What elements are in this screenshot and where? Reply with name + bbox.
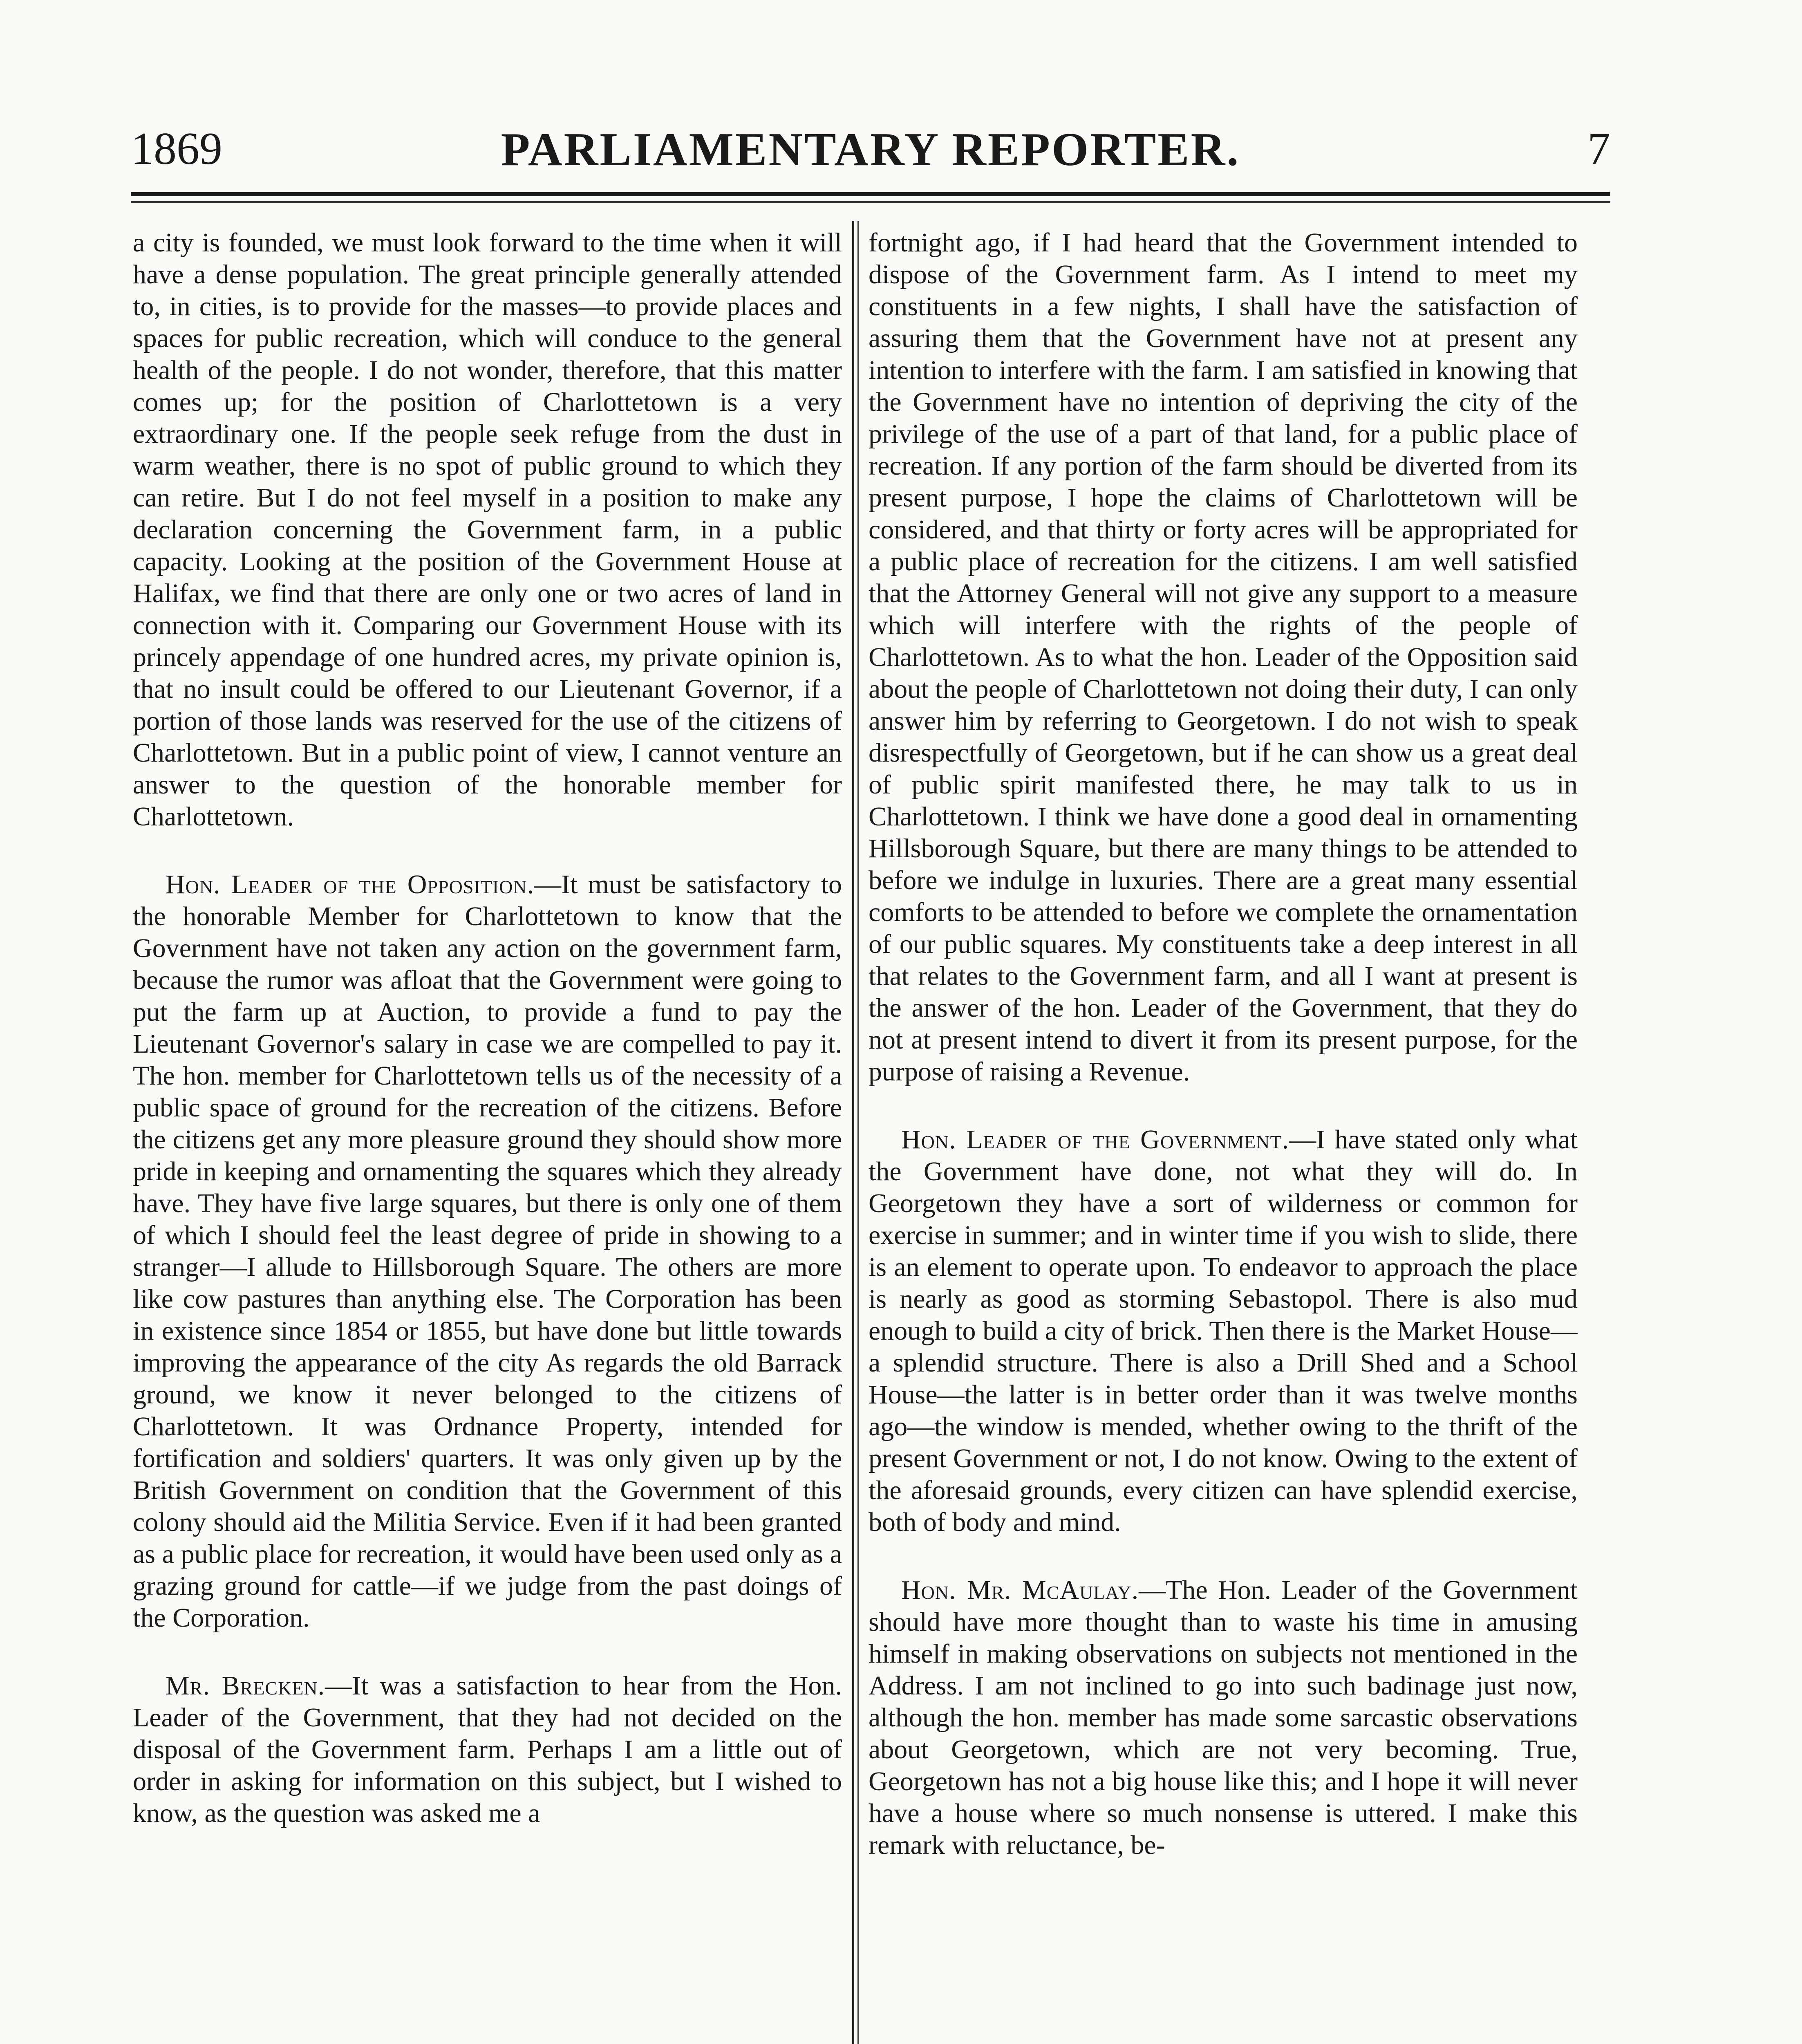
header-rule-thin bbox=[131, 201, 1610, 203]
left-paragraph-1: a city is founded, we must look forward to the time when it will have a dense population. The great principle generally attended to, in cities, is to provide for the masses—to provide places and spaces for public recreation, which will conduce to the general health of the people. I do not wonder, therefore, that this matter comes up; for the position of Charlottetown is a very extraordinary one. If the people seek refuge from the dust in warm weather, there is no spot of public ground to which they can retire. But I do not feel myself in a position to make any declaration concerning the Government farm, in a public capacity. Looking at the position of the Government House at Halifax, we find that there are only one or two acres of land in connection with it. Comparing our Government House with its princely appendage of one hundred acres, my private opinion is, that no insult could be offered to our Lieutenant Governor, if a portion of those lands was reserved for the use of the citizens of Charlottetown. But in a public point of view, I cannot venture an answer to the question of the honorable member for Charlottetown. bbox=[133, 228, 842, 831]
right-paragraph-2 bbox=[869, 1124, 1578, 1538]
speaker-name: Hon. Leader of the Government. bbox=[901, 1125, 1289, 1154]
speech-text: —The Hon. Leader of the Government should have more thought than to waste his time in amusing himself in making observations on subjects not mentioned in the Address. I am not inclined to go into such badinage just now, although the hon. member has made some sarcastic observations about Georgetown, which are not very becoming. True, Georgetown has not a big house like this; and I hope it will never have a house where so much nonsense is uttered. I make this remark with reluctance, be- bbox=[869, 1575, 1578, 1860]
speaker-name: Mr. Brecken. bbox=[166, 1671, 325, 1701]
left-column bbox=[133, 227, 842, 2044]
left-paragraph-2 bbox=[133, 869, 842, 1634]
right-paragraph-3 bbox=[869, 1574, 1578, 1861]
left-paragraph-3 bbox=[133, 1670, 842, 1829]
header-rule-thick bbox=[131, 192, 1610, 196]
header-year: 1869 bbox=[131, 123, 222, 174]
column-divider bbox=[852, 221, 859, 2044]
header-page-number: 7 bbox=[1587, 123, 1610, 174]
speech-text: —It must be satisfactory to the honorable Member for Charlottetown to know that the Government have not taken any action on the government farm, because the rumor was afloat that the Government were going to put the farm up at Auction, to provide a fund to pay the Lieutenant Governor's salary in case we are compelled to pay it. The hon. member for Charlottetown tells us of the necessity of a public space of ground for the recreation of the citizens. Before the citizens get any more pleasure ground they should show more pride in keeping and ornamenting the squares which they already have. They have five large squares, but there is only one of them of which I should feel the least degree of pride in showing to a stranger—I allude to Hillsborough Square. The others are more like cow pastures than anything else. The Corporation has been in existence since 1854 or 1855, but have done but little towards improving the appearance of the city As regards the old Barrack ground, we know it never belonged to the citizens of Charlottetown. It was Ordnance Property, intended for fortification and soldiers' quarters. It was only given up by the British Government on condition that the Government of this colony should aid the Militia Service. Even if it had been granted as a public place for recreation, it would have been used only as a grazing ground for cattle—if we judge from the past doings of the Corporation. bbox=[133, 870, 842, 1633]
header-title: PARLIAMENTARY REPORTER. bbox=[501, 123, 1240, 176]
right-column bbox=[869, 227, 1578, 2044]
page-header bbox=[131, 123, 1610, 192]
speech-text: —I have stated only what the Government have done, not what they will do. In Georgetown they have a sort of wilderness or common for exercise in summer; and in winter time if you wish to slide, there is an element to operate upon. To endeavor to approach the place is nearly as good as storming Sebastopol. There is also mud enough to build a city of brick. Then there is the Market House—a splendid structure. There is also a Drill Shed and a School House—the latter is in better order than it was twelve months ago—the window is mended, whether owing to the thrift of the present Government or not, I do not know. Owing to the extent of the aforesaid grounds, every citizen can have splendid exercise, both of body and mind. bbox=[869, 1125, 1578, 1537]
right-paragraph-1: fortnight ago, if I had heard that the Government intended to dispose of the Government farm. As I intend to meet my constituents in a few nights, I shall have the satisfaction of assuring them that the Government have not at present any intention to interfere with the farm. I am satisfied in knowing that the Government have no intention of depriving the city of the privilege of the use of a part of that land, for a public place of recreation. If any portion of the farm should be diverted from its present purpose, I hope the claims of Charlottetown will be considered, and that thirty or forty acres will be appropriated for a public place of recreation for the citizens. I am well satisfied that the Attorney General will not give any support to a measure which will interfere with the rights of the people of Charlottetown. As to what the hon. Leader of the Opposition said about the people of Charlottetown not doing their duty, I can only answer him by referring to Georgetown. I do not wish to speak disrespectfully of Georgetown, but if he can show us a great deal of public spirit manifested there, he may talk to us in Charlottetown. I think we have done a good deal in ornamenting Hillsborough Square, but there are many things to be attended to before we indulge in luxuries. There are a great many essential comforts to be attended to before we complete the ornamentation of our public squares. My constituents take a deep interest in all that relates to the Government farm, and all I want at present is the answer of the hon. Leader of the Government, that they do not at present intend to divert it from its present purpose, for the purpose of raising a Revenue. bbox=[869, 228, 1578, 1087]
speaker-name: Hon. Leader of the Opposition. bbox=[166, 870, 535, 899]
speech-text: —It was a satisfaction to hear from the Hon. Leader of the Government, that they had not decided on the disposal of the Government farm. Perhaps I am a little out of order in asking for information on this subject, but I wished to know, as the question was asked me a bbox=[133, 1671, 842, 1828]
speaker-name: Hon. Mr. McAulay. bbox=[901, 1575, 1139, 1605]
